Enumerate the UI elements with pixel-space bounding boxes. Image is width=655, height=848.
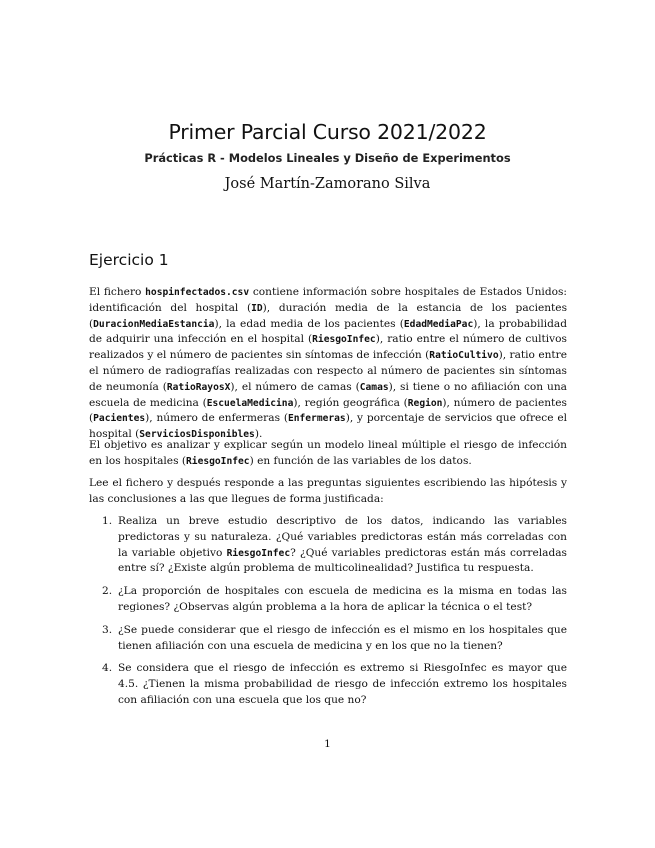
code-variable: RiesgoInfec (186, 455, 250, 467)
question-text: Se considera que el riesgo de infección es extremo si RiesgoInfec es mayor que 4.5. ¿Tienen la misma probabilidad de riesgo de infección extremo los hospitales con afiliación con una escuela que los que no? (118, 662, 567, 706)
page-number: 1 (324, 738, 331, 750)
author-name: José Martín-Zamorano Silva (224, 176, 431, 192)
text-run: ). (254, 428, 263, 441)
text-run: ), número de enfermeras ( (145, 412, 288, 425)
text-run: ), la probabilidad de adquirir una infección en el hospital ( (89, 317, 567, 346)
question-text: ? ¿Qué variables predictoras están más correladas entre sí? ¿Existe algún problema de multicolinealidad? Justifica tu respuesta. (118, 546, 567, 575)
text-run: ), región geográfica ( (293, 396, 408, 409)
text-run: ), ratio entre el número de cultivos realizados y el número de pacientes sin síntomas de infección ( (89, 333, 567, 362)
paragraph-instructions: Lee el fichero y después responde a las preguntas siguientes escribiendo las hipótesis y las conclusiones a las que llegues de forma justificada: (89, 477, 567, 505)
question-item (102, 623, 567, 655)
question-text: Realiza un breve estudio descriptivo de los datos, indicando las variables predictoras y su naturaleza. ¿Qué variables predictoras están más correladas con la variable objetivo (118, 515, 567, 559)
code-variable: EscuelaMedicina (206, 397, 294, 409)
text-run: El fichero (89, 286, 146, 298)
question-number: 2. (102, 585, 113, 598)
question-number: 3. (102, 623, 113, 636)
text-run: ), ratio entre el número de radiografías realizadas con respecto al número de pacientes sin síntomas de neumonía ( (89, 349, 568, 393)
text-run: ), número de pacientes ( (89, 396, 567, 425)
question-item (102, 584, 567, 616)
question-item (102, 661, 567, 708)
question-item (102, 514, 567, 577)
text-run: ), el número de camas ( (230, 380, 360, 393)
text-run: contiene información sobre hospitales de Estados Unidos: identificación del hospital ( (89, 286, 567, 314)
text-run: ), y porcentaje de servicios que ofrece el hospital ( (89, 412, 567, 441)
paragraph-dataset-description (89, 285, 567, 443)
code-variable: RiesgoInfec (226, 547, 291, 559)
code-variable: Enfermeras (287, 413, 346, 425)
code-variable: RiesgoInfec (312, 334, 376, 346)
code-variable: DuracionMediaEstancia (93, 318, 215, 330)
question-number: 4. (102, 662, 113, 675)
code-variable: ServiciosDisponibles (139, 429, 255, 441)
code-variable: Pacientes (93, 413, 146, 425)
code-filename: hospinfectados.csv (145, 287, 250, 298)
paragraph-objective (89, 438, 567, 470)
text-run: ), si tiene o no afiliación con una escuela de medicina ( (89, 380, 567, 409)
code-variable: Camas (359, 381, 389, 393)
section-heading: Ejercicio 1 (89, 251, 169, 269)
text-run: ) en función de las variables de los datos. (249, 454, 472, 467)
code-variable: RatioCultivo (429, 350, 499, 362)
text-run: ), la edad media de los pacientes ( (214, 317, 404, 330)
question-text: ¿La proporción de hospitales con escuela de medicina es la misma en todas las regiones? ¿Observas algún problema a la hora de aplicar la técnica o el test? (118, 585, 567, 613)
document-subtitle: Prácticas R - Modelos Lineales y Diseño de Experimentos (144, 151, 511, 165)
text-run: El objetivo es analizar y explicar según un modelo lineal múltiple el riesgo de infección en los hospitales ( (89, 439, 567, 467)
question-text: ¿Se puede considerar que el riesgo de infección es el mismo en los hospitales que tienen afiliación con una escuela de medicina y en los que no la tienen? (118, 623, 567, 652)
question-list (89, 514, 567, 716)
code-variable: RatioRayosX (166, 381, 231, 393)
text-run: ), duración media de la estancia de los pacientes ( (89, 301, 568, 330)
document-title: Primer Parcial Curso 2021/2022 (168, 120, 487, 144)
code-variable: Region (407, 397, 443, 409)
question-number: 1. (102, 515, 113, 527)
code-variable: ID (251, 302, 263, 314)
code-variable: EdadMediaPac (403, 318, 474, 330)
